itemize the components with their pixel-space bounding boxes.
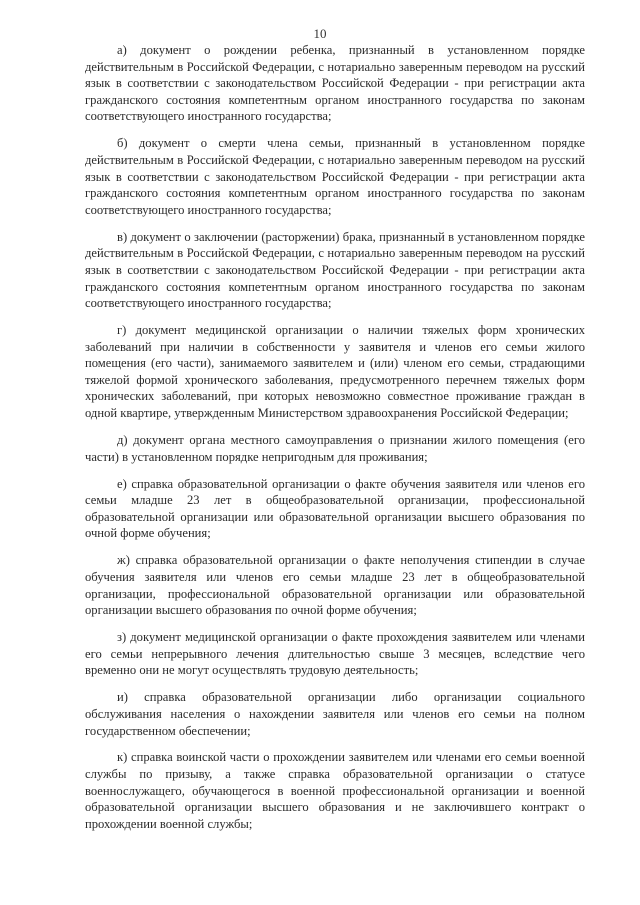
page-number: 10 [313,26,327,41]
list-item-b: б) документ о смерти члена семьи, признанный в установленном порядке действительным в Российской Федерации, с нотариально заверенным переводом на русский язык в соответствии с законодательством Российской Федерации - при регистрации акта гражданского состояния компетентным органом иностранного государства по законам соответствующего иностранного государства; [85,136,585,217]
list-item-v: в) документ о заключении (расторжении) брака, признанный в установленном порядке действительным в Российской Федерации, с нотариально заверенным переводом на русский язык в соответствии с законодательством Российской Федерации - при регистрации акта гражданского состояния компетентным органом иностранного государства по законам соответствующего иностранного государства; [85,229,585,311]
list-item-e: е) справка образовательной организации о факте обучения заявителя или членов его семьи младше 23 лет в общеобразовательной организации, профессиональной образовательной организации или образовательной организации высшего образования по очной форме обучения; [85,476,585,541]
list-item-d: д) документ органа местного самоуправления о признании жилого помещения (его части) в установленном порядке непригодным для проживания; [85,433,585,464]
document-body [85,42,585,843]
list-item-zh: ж) справка образовательной организации о факте неполучения стипендии в случае обучения заявителя или членов его семьи младше 23 лет в общеобразовательной организации, профессиональной образовательной организации или образовательной организации высшего образования по очной форме обучения; [85,553,585,618]
list-item-z: з) документ медицинской организации о факте прохождения заявителем или членами его семьи непрерывного лечения длительностью свыше 3 месяцев, вследствие чего временно они не могут осуществлять трудовую деятельность; [85,630,585,678]
list-item-i: и) справка образовательной организации либо организации социального обслуживания населения о нахождении заявителя или членов его семьи на полном государственном обеспечении; [85,690,585,738]
list-item-g: г) документ медицинской организации о наличии тяжелых форм хронических заболеваний при наличии в собственности у заявителя и членов его семьи жилого помещения (его части), занимаемого заявителем и (или) членом его семьи, страдающими тяжелой формой хронического заболевания, предусмотренного перечнем тяжелых форм хронических заболеваний, при которых невозможно совместное проживание граждан в одной квартире, утвержденным Министерством здравоохранения Российской Федерации; [85,323,585,421]
list-item-a: а) документ о рождении ребенка, признанный в установленном порядке действительным в Российской Федерации, с нотариально заверенным переводом на русский язык в соответствии с законодательством Российской Федерации - при регистрации акта гражданского состояния компетентным органом иностранного государства по законам соответствующего иностранного государства; [85,43,585,124]
list-item-k: к) справка воинской части о прохождении заявителем или членами его семьи военной службы по призыву, а также справка образовательной организации о статусе военнослужащего, обучающегося в военной профессиональной организации и военной образовательной организации высшего образования и не заключившего контракт о прохождении военной службы; [85,750,585,831]
